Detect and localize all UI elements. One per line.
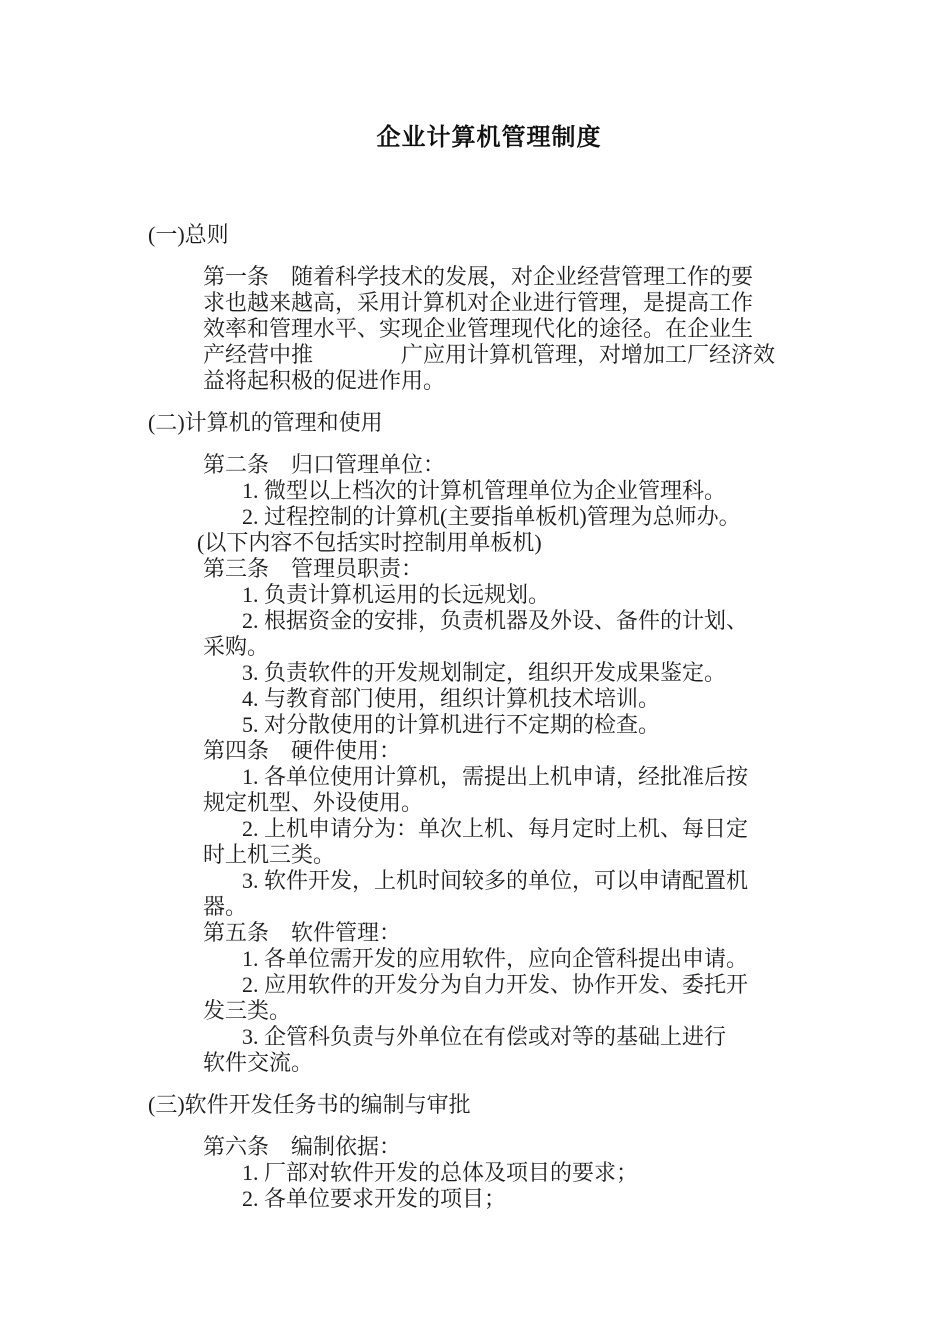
doc-line: (以下内容不包括实时控制用单板机) bbox=[197, 530, 542, 555]
doc-line: 发三类。 bbox=[203, 998, 292, 1023]
doc-line: 1. 微型以上档次的计算机管理单位为企业管理科。 bbox=[242, 478, 727, 503]
doc-line: 2. 应用软件的开发分为自力开发、协作开发、委托开 bbox=[242, 972, 749, 997]
document-section bbox=[148, 410, 830, 1076]
doc-line: 益将起积极的促进作用。 bbox=[203, 368, 446, 393]
doc-line: 软件交流。 bbox=[203, 1050, 314, 1075]
doc-line: 3. 软件开发，上机时间较多的单位，可以申请配置机 bbox=[242, 868, 749, 893]
section-heading: (二)计算机的管理和使用 bbox=[148, 410, 383, 435]
doc-line: 产经营中推 广应用计算机管理，对增加工厂经济效 bbox=[203, 342, 776, 367]
doc-line: 效率和管理水平、实现企业管理现代化的途径。在企业生 bbox=[203, 316, 754, 341]
doc-line: 时上机三类。 bbox=[203, 842, 336, 867]
doc-line: 2. 各单位要求开发的项目； bbox=[242, 1186, 507, 1211]
doc-line: 4. 与教育部门使用，组织计算机技术培训。 bbox=[242, 686, 661, 711]
doc-line: 1. 厂部对软件开发的总体及项目的要求； bbox=[242, 1160, 639, 1185]
doc-line: 第四条 硬件使用： bbox=[203, 738, 402, 763]
section-heading: (三)软件开发任务书的编制与审批 bbox=[148, 1092, 471, 1117]
doc-line: 第三条 管理员职责： bbox=[203, 556, 424, 581]
doc-line: 第五条 软件管理： bbox=[203, 920, 402, 945]
doc-line: 规定机型、外设使用。 bbox=[203, 790, 424, 815]
doc-line: 1. 各单位需开发的应用软件，应向企管科提出申请。 bbox=[242, 946, 749, 971]
doc-line: 1. 各单位使用计算机，需提出上机申请，经批准后按 bbox=[242, 764, 749, 789]
doc-line: 第二条 归口管理单位： bbox=[203, 452, 446, 477]
document-title: 企业计算机管理制度 bbox=[376, 125, 602, 151]
doc-line: 2. 根据资金的安排，负责机器及外设、备件的计划、 bbox=[242, 608, 749, 633]
document-section bbox=[148, 222, 830, 394]
doc-line: 3. 负责软件的开发规划制定，组织开发成果鉴定。 bbox=[242, 660, 727, 685]
document-section bbox=[148, 1092, 830, 1212]
doc-line: 5. 对分散使用的计算机进行不定期的检查。 bbox=[242, 712, 661, 737]
doc-line: 采购。 bbox=[203, 634, 270, 659]
doc-line: 1. 负责计算机运用的长远规划。 bbox=[242, 582, 551, 607]
doc-line: 第六条 编制依据： bbox=[203, 1134, 402, 1159]
document-sections bbox=[148, 222, 830, 1212]
doc-line: 求也越来越高，采用计算机对企业进行管理，是提高工作 bbox=[203, 290, 754, 315]
doc-line: 2. 过程控制的计算机(主要指单板机)管理为总师办。 bbox=[242, 504, 741, 529]
doc-line: 3. 企管科负责与外单位在有偿或对等的基础上进行 bbox=[242, 1024, 727, 1049]
section-heading: (一)总则 bbox=[148, 222, 229, 247]
doc-line: 2. 上机申请分为：单次上机、每月定时上机、每日定 bbox=[242, 816, 749, 841]
doc-line: 第一条 随着科学技术的发展，对企业经营管理工作的要 bbox=[203, 264, 754, 289]
doc-line: 器。 bbox=[203, 894, 248, 919]
